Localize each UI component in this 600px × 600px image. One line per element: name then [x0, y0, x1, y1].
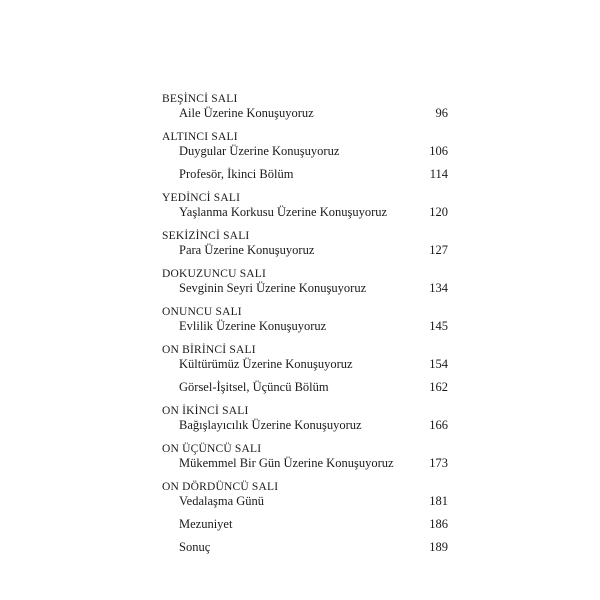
entry-title: Sonuç — [179, 540, 211, 554]
entry-title: Profesör, İkinci Bölüm — [179, 167, 294, 181]
entry-title: Sevginin Seyri Üzerine Konuşuyoruz — [179, 281, 367, 295]
toc-entry — [162, 144, 448, 158]
toc-entry — [162, 380, 448, 394]
entry-title: Para Üzerine Konuşuyoruz — [179, 243, 315, 257]
toc-section — [162, 344, 448, 394]
section-heading: YEDİNCİ SALI — [162, 192, 241, 204]
entry-title: Mükemmel Bir Gün Üzerine Konuşuyoruz — [179, 456, 394, 470]
section-heading: ON İKİNCİ SALI — [162, 405, 249, 417]
entry-page-number: 145 — [429, 319, 448, 333]
toc-entry — [162, 540, 448, 554]
toc-section — [162, 131, 448, 181]
toc-section — [162, 268, 448, 295]
entry-title: Duygular Üzerine Konuşuyoruz — [179, 144, 340, 158]
entry-page-number: 173 — [429, 456, 448, 470]
section-heading: DOKUZUNCU SALI — [162, 268, 267, 280]
entry-page-number: 114 — [429, 167, 448, 181]
section-heading: SEKİZİNCİ SALI — [162, 230, 250, 242]
toc-entry — [162, 418, 448, 432]
entry-page-number: 186 — [429, 517, 448, 531]
entry-title: Vedalaşma Günü — [179, 494, 265, 508]
entry-title: Yaşlanma Korkusu Üzerine Konuşuyoruz — [179, 205, 388, 219]
toc-section — [162, 230, 448, 257]
section-heading: ON BİRİNCİ SALI — [162, 344, 256, 356]
section-heading: BEŞİNCİ SALI — [162, 93, 238, 105]
section-heading: ONUNCU SALI — [162, 306, 242, 318]
entry-title: Görsel-İşitsel, Üçüncü Bölüm — [179, 380, 329, 394]
toc-entry — [162, 319, 448, 333]
entry-page-number: 154 — [429, 357, 448, 371]
entry-title: Mezuniyet — [179, 517, 233, 531]
toc-section — [162, 306, 448, 333]
toc-entry — [162, 167, 448, 181]
entry-title: Kültürümüz Üzerine Konuşuyoruz — [179, 357, 353, 371]
table-of-contents — [162, 93, 448, 565]
toc-section — [162, 93, 448, 120]
toc-section — [162, 481, 448, 554]
toc-entry — [162, 106, 448, 120]
toc-entry — [162, 456, 448, 470]
section-heading: ON DÖRDÜNCÜ SALI — [162, 481, 279, 493]
entry-page-number: 162 — [429, 380, 448, 394]
entry-page-number: 134 — [429, 281, 448, 295]
toc-entry — [162, 243, 448, 257]
entry-page-number: 106 — [429, 144, 448, 158]
toc-entry — [162, 357, 448, 371]
entry-page-number: 189 — [429, 540, 448, 554]
toc-section — [162, 443, 448, 470]
toc-section — [162, 192, 448, 219]
entry-page-number: 181 — [429, 494, 448, 508]
section-heading: ALTINCI SALI — [162, 131, 238, 143]
entry-title: Aile Üzerine Konuşuyoruz — [179, 106, 314, 120]
toc-entry — [162, 494, 448, 508]
section-heading: ON ÜÇÜNCÜ SALI — [162, 443, 262, 455]
entry-page-number: 127 — [429, 243, 448, 257]
toc-entry — [162, 281, 448, 295]
toc-entry — [162, 517, 448, 531]
entry-page-number: 96 — [435, 106, 448, 120]
entry-title: Evlilik Üzerine Konuşuyoruz — [179, 319, 327, 333]
toc-entry — [162, 205, 448, 219]
toc-section — [162, 405, 448, 432]
entry-page-number: 166 — [429, 418, 448, 432]
entry-page-number: 120 — [429, 205, 448, 219]
entry-title: Bağışlayıcılık Üzerine Konuşuyoruz — [179, 418, 362, 432]
